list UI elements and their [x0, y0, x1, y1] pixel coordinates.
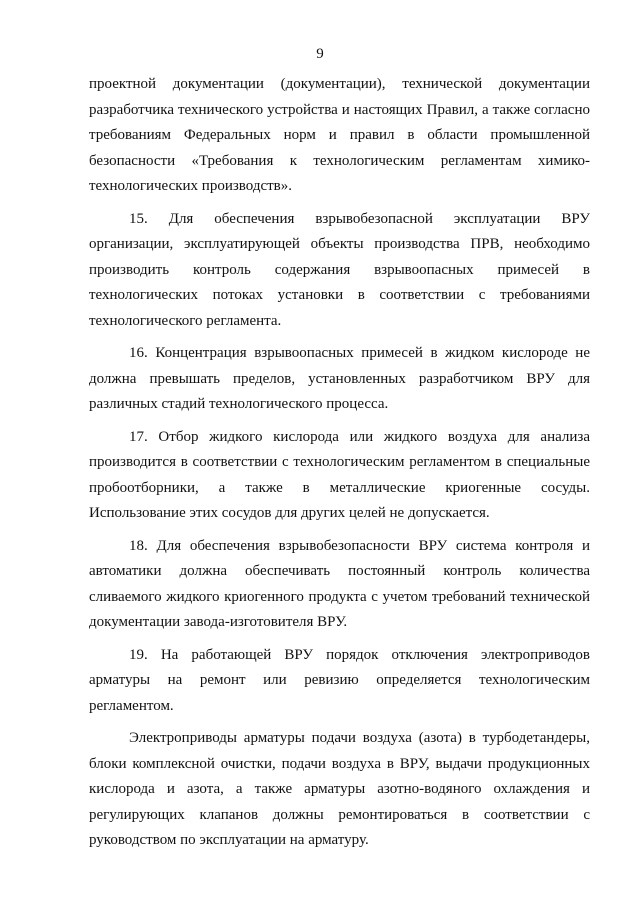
document-body: [89, 72, 590, 861]
page-number: 9: [316, 46, 324, 62]
paragraph-19-continued: Электроприводы арматуры подачи воздуха (азота) в турбодетандеры, блоки комплексной очистки, подачи воздуха в ВРУ, выдачи продукционных кислорода и азота, а также арматуры азотно-водяного охлаждения и регулирующих клапанов должны ремонтироваться в соответствии с руководством по эксплуатации на арматуру.: [89, 730, 590, 848]
paragraph-16: 16. Концентрация взрывоопасных примесей в жидком кислороде не должна превышать пределов, установленных разработчиком ВРУ для различных стадий технологического процесса.: [89, 345, 590, 412]
paragraph-15: 15. Для обеспечения взрывобезопасной эксплуатации ВРУ организации, эксплуатирующей объекты производства ПРВ, необходимо производить контроль содержания взрывоопасных примесей в технологических потоках установки в соответствии с требованиями технологического регламента.: [89, 210, 590, 329]
paragraph-18: 18. Для обеспечения взрывобезопасности ВРУ система контроля и автоматики должна обеспечивать постоянный контроль количества сливаемого жидкого криогенного продукта с учетом требований технической документации завода-изготовителя ВРУ.: [89, 537, 590, 630]
paragraph-continuation: проектной документации (документации), технической документации разработчика технического устройства и настоящих Правил, а также согласно требованиям Федеральных норм и правил в области промышленной безопасности «Требования к технологическим регламентам химико-технологических производств».: [89, 76, 590, 194]
paragraph-17: 17. Отбор жидкого кислорода или жидкого воздуха для анализа производится в соответствии с технологическим регламентом в специальные пробоотборники, а также в металлические криогенные сосуды. Использование этих сосудов для других целей не допускается.: [89, 428, 590, 521]
paragraph-19: 19. На работающей ВРУ порядок отключения электроприводов арматуры на ремонт или ревизию определяется технологическим регламентом.: [89, 646, 590, 714]
